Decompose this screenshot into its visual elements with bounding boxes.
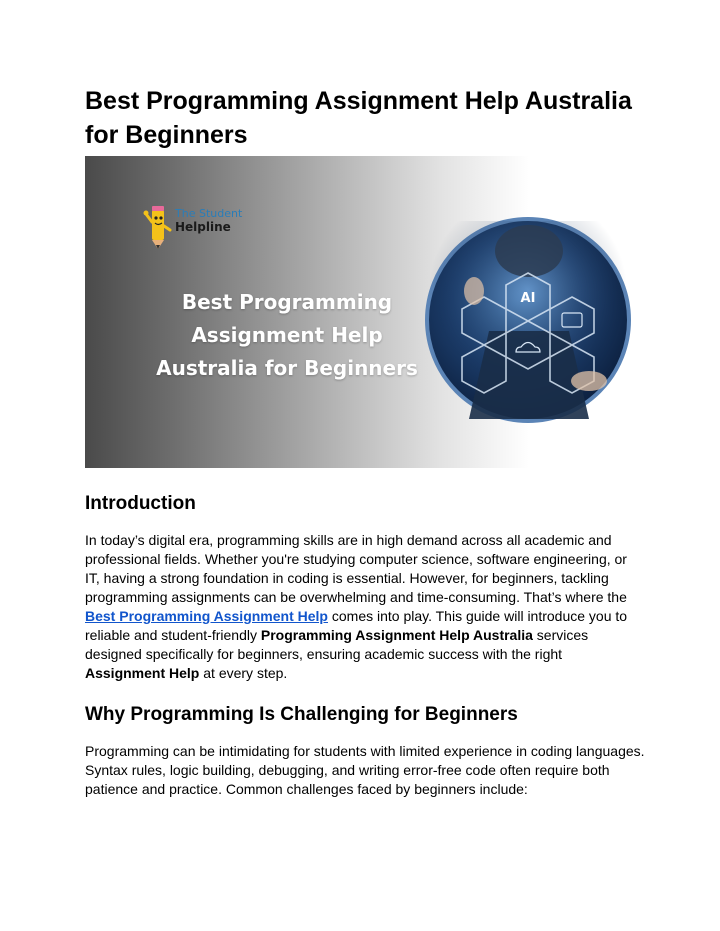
- logo-text-bottom: Helpline: [175, 220, 231, 234]
- intro-text-part: services designed specifically for beginners, ensuring academic success with the right: [85, 627, 589, 662]
- intro-text-part: at every step.: [199, 665, 288, 681]
- page-title: Best Programming Assignment Help Australia for Beginners: [85, 87, 632, 149]
- introduction-paragraph: [85, 531, 645, 683]
- why-challenging-heading: Why Programming Is Challenging for Beginners: [85, 704, 518, 725]
- ai-technology-hand-icon: [425, 217, 631, 423]
- intro-text-part: comes into play. This guide will introduce you to reliable and student-friendly: [85, 608, 628, 643]
- banner-heading: Best Programming Assignment Help Australia for Beginners: [156, 290, 418, 380]
- svg-text:AI: AI: [520, 291, 536, 306]
- best-programming-assignment-help-link[interactable]: Best Programming Assignment Help: [85, 608, 328, 624]
- intro-bold-assignment-help: Assignment Help: [85, 665, 200, 681]
- intro-bold-service: Programming Assignment Help Australia: [260, 627, 533, 643]
- why-challenging-paragraph: Programming can be intimidating for students with limited experience in coding languages. Syntax rules, logic building, debugging, and writing error-free code often require both patience and practice. Common challenges faced by beginners include:: [85, 743, 645, 797]
- introduction-heading: Introduction: [85, 493, 196, 514]
- intro-text-part: In today’s digital era, programming skills are in high demand across all academic and professional fields. Whether you're studying computer science, software engineering, or IT, having a strong foundation in coding is essential. However, for beginners, tackling programming assignments can be overwhelming and time-consuming. That’s where the: [85, 532, 627, 605]
- banner-image: [85, 156, 536, 468]
- logo: [143, 202, 263, 250]
- logo-text-top: The Student: [175, 207, 243, 220]
- pencil-mascot-icon: [143, 202, 173, 250]
